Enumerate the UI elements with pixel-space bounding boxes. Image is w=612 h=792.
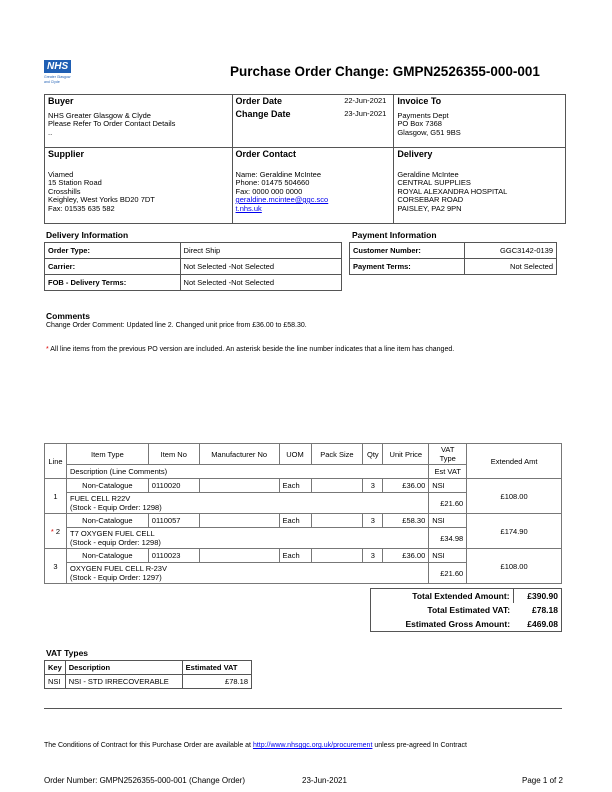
footer-date: 23-Jun-2021	[302, 776, 347, 785]
col-item-no: Item No	[148, 444, 199, 465]
extended-amt: £174.90	[467, 514, 562, 549]
description-text: OXYGEN FUEL CELL R-23V	[69, 564, 167, 573]
description-comment: (Stock - Equip Order: 1298)	[69, 503, 162, 512]
line-description	[66, 528, 428, 549]
unit-price: £36.00	[383, 479, 429, 493]
vat-types-title: VAT Types	[46, 648, 89, 658]
delivery-line: CENTRAL SUPPLIES	[397, 178, 471, 187]
order-contact-cell	[232, 148, 394, 224]
table-row	[45, 479, 562, 493]
comments-title: Comments	[46, 311, 90, 321]
delivery-info-label: Order Type:	[45, 243, 181, 259]
col-vat-type: VAT Type	[429, 444, 467, 465]
delivery-info-value: Not Selected -Not Selected	[180, 259, 341, 275]
delivery-line: CORSEBAR ROAD	[397, 195, 464, 204]
table-row	[45, 549, 562, 563]
buyer-cell	[45, 95, 233, 148]
header-grid	[44, 94, 566, 224]
delivery-info-value: Not Selected -Not Selected	[180, 275, 341, 291]
supplier-line: Fax: 01535 635 582	[48, 203, 115, 213]
vat-types-table	[44, 660, 252, 689]
line-number: 1	[53, 491, 58, 501]
totals-table	[370, 588, 562, 632]
order-date-value: 22-Jun-2021	[344, 96, 387, 105]
delivery-info-title: Delivery Information	[46, 230, 129, 240]
vat-row	[45, 675, 252, 689]
footer-order-number: Order Number: GMPN2526355-000-001 (Change Order)	[44, 776, 245, 785]
description-comment: (Stock - Equip Order: 1297)	[69, 573, 162, 582]
extended-amt: £108.00	[467, 549, 562, 584]
line-change-marker: *	[50, 526, 54, 536]
description-text: T7 OXYGEN FUEL CELL	[69, 529, 155, 538]
change-order-comment: Change Order Comment: Updated line 2. Changed unit price from £36.00 to £58.30.	[46, 322, 307, 329]
item-no: 0110057	[148, 514, 199, 528]
manufacturer-no	[199, 549, 279, 563]
logo-subtitle-1: Greater Glasgow	[44, 75, 71, 79]
col-item-type: Item Type	[66, 444, 148, 465]
line-change-notice	[46, 346, 454, 353]
vat-estimated: £78.18	[182, 675, 251, 689]
total-extended-label: Total Extended Amount:	[412, 591, 510, 601]
col-est-vat: Est VAT	[429, 465, 467, 479]
col-line: Line	[45, 444, 67, 479]
line-number-cell	[45, 514, 67, 549]
qty: 3	[363, 479, 383, 493]
vat-description: NSI - STD IRRECOVERABLE	[65, 675, 182, 689]
invoice-line: Glasgow, G51 9BS	[397, 127, 461, 137]
vat-col-estimated: Estimated VAT	[182, 661, 251, 675]
extended-amt: £108.00	[467, 479, 562, 514]
line-number: 2	[55, 526, 61, 536]
delivery-info-value: Direct Ship	[180, 243, 341, 259]
pack-size	[311, 514, 363, 528]
supplier-line: 15 Station Road	[48, 178, 102, 187]
invoice-line: PO Box 7368	[397, 119, 442, 128]
contact-phone: Phone: 01475 504660	[235, 178, 310, 187]
invoice-to-label: Invoice To	[397, 96, 442, 106]
total-extended-value: £390.90	[513, 589, 561, 604]
delivery-line: PAISLEY, PA2 9PN	[397, 203, 462, 213]
est-vat: £21.60	[429, 563, 467, 584]
dates-cell	[232, 95, 394, 148]
delivery-info-label: Carrier:	[45, 259, 181, 275]
buyer-line: ..	[48, 127, 53, 137]
item-no: 0110023	[148, 549, 199, 563]
supplier-line: Keighley, West Yorks BD20 7DT	[48, 195, 155, 204]
logo-subtitle-2: and Clyde	[44, 80, 60, 84]
col-qty: Qty	[363, 444, 383, 465]
vat-col-key: Key	[45, 661, 66, 675]
line-number: 3	[53, 561, 58, 571]
line-number-cell	[45, 479, 67, 514]
pack-size	[311, 549, 363, 563]
pack-size	[311, 479, 363, 493]
asterisk-marker: *	[46, 346, 49, 353]
vat-type: NSI	[429, 479, 467, 493]
unit-price: £58.30	[383, 514, 429, 528]
manufacturer-no	[199, 479, 279, 493]
change-date-value: 23-Jun-2021	[344, 108, 387, 118]
order-contact-label: Order Contact	[235, 149, 297, 159]
line-items-table	[44, 443, 562, 584]
vat-type: NSI	[429, 549, 467, 563]
col-uom: UOM	[279, 444, 311, 465]
delivery-cell	[394, 148, 566, 224]
supplier-cell	[45, 148, 233, 224]
total-vat-value: £78.18	[532, 605, 558, 615]
vat-col-description: Description	[65, 661, 182, 675]
payment-info-title: Payment Information	[352, 230, 437, 240]
contact-name: Name: Geraldine McIntee	[235, 169, 322, 179]
supplier-line: Crosshills	[48, 186, 81, 196]
manufacturer-no	[199, 514, 279, 528]
procurement-link[interactable]: http://www.nhsggc.org.uk/procurement	[252, 742, 373, 749]
logo-mark: NHS	[44, 60, 71, 73]
conditions-text: The Conditions of Contract for this Purchase Order are available at	[44, 742, 253, 749]
notice-text: All line items from the previous PO version are included. An asterisk beside the line number indicates that a line item has changed.	[50, 346, 455, 353]
uom: Each	[279, 479, 311, 493]
description-comment: (Stock - equip Order: 1298)	[69, 538, 161, 547]
gross-amount-value: £469.08	[527, 619, 558, 629]
page-title: Purchase Order Change: GMPN2526355-000-001	[230, 64, 540, 79]
change-date-label: Change Date	[235, 108, 291, 119]
supplier-label: Supplier	[48, 149, 85, 159]
conditions-text-end: unless pre-agreed In Contract	[372, 742, 467, 749]
gross-amount-label: Estimated Gross Amount:	[405, 619, 511, 629]
total-vat-label: Total Estimated VAT:	[427, 605, 511, 615]
footer-divider	[44, 708, 562, 709]
payment-info-value: GGC3142-0139	[465, 243, 557, 259]
invoice-line: Payments Dept	[397, 110, 449, 120]
delivery-info-label: FOB - Delivery Terms:	[45, 275, 181, 291]
payment-info-table	[349, 242, 557, 275]
col-unit-price: Unit Price	[383, 444, 429, 465]
item-type: Non-Catalogue	[66, 549, 148, 563]
delivery-line: ROYAL ALEXANDRA HOSPITAL	[397, 186, 508, 196]
est-vat: £21.60	[429, 493, 467, 514]
line-number-cell	[45, 549, 67, 584]
order-date-label: Order Date	[235, 96, 283, 106]
contact-email-link-cont[interactable]: t.nhs.uk	[235, 203, 262, 213]
item-type: Non-Catalogue	[66, 479, 148, 493]
payment-info-value: Not Selected	[465, 259, 557, 275]
qty: 3	[363, 514, 383, 528]
item-type: Non-Catalogue	[66, 514, 148, 528]
delivery-info-table	[44, 242, 342, 291]
col-description: Description (Line Comments)	[66, 465, 428, 479]
vat-key: NSI	[45, 675, 66, 689]
uom: Each	[279, 549, 311, 563]
col-pack-size: Pack Size	[311, 444, 363, 465]
footer-page-number: Page 1 of 2	[522, 776, 563, 785]
buyer-label: Buyer	[48, 96, 74, 106]
contact-fax: Fax: 0000 000 0000	[235, 186, 303, 196]
table-row	[45, 514, 562, 528]
delivery-label: Delivery	[397, 149, 433, 159]
uom: Each	[279, 514, 311, 528]
line-description	[66, 493, 428, 514]
delivery-line: Geraldine McIntee	[397, 169, 459, 179]
line-description	[66, 563, 428, 584]
qty: 3	[363, 549, 383, 563]
conditions-notice	[44, 742, 584, 749]
payment-info-label: Customer Number:	[350, 243, 465, 259]
buyer-line: Please Refer To Order Contact Details	[48, 119, 176, 128]
vat-type: NSI	[429, 514, 467, 528]
est-vat: £34.98	[429, 528, 467, 549]
invoice-to-cell	[394, 95, 566, 148]
nhs-logo	[44, 56, 84, 84]
supplier-line: Viamed	[48, 169, 74, 179]
payment-info-label: Payment Terms:	[350, 259, 465, 275]
buyer-line: NHS Greater Glasgow & Clyde	[48, 110, 151, 120]
description-text: FUEL CELL R22V	[69, 494, 131, 503]
col-manufacturer-no: Manufacturer No	[199, 444, 279, 465]
contact-email-link[interactable]: geraldine.mcintee@ggc.sco	[235, 195, 329, 204]
unit-price: £36.00	[383, 549, 429, 563]
col-extended-amt: Extended Amt	[467, 444, 562, 479]
item-no: 0110020	[148, 479, 199, 493]
